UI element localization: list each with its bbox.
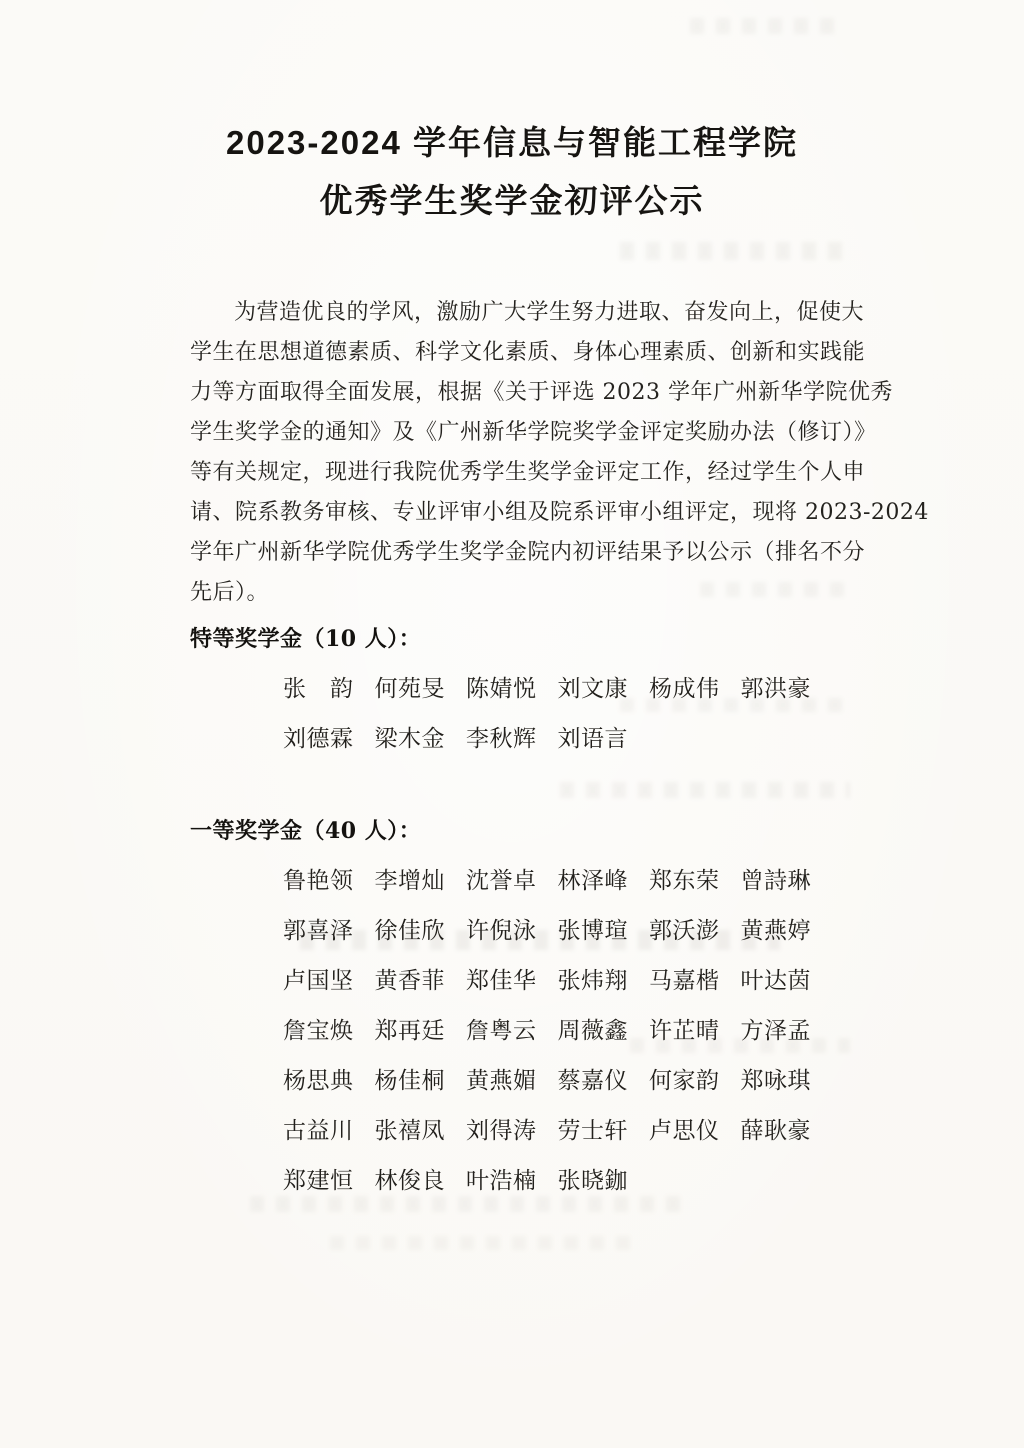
document-title-line-1: 2023-2024 学年信息与智能工程学院: [226, 124, 798, 161]
student-name: 郑再廷: [374, 1018, 445, 1044]
student-name: 周薇鑫: [557, 1018, 628, 1044]
student-name: 张炜翔: [557, 968, 628, 994]
name-row: [190, 1066, 860, 1096]
scan-artifact: [250, 1196, 680, 1212]
student-name: 詹粤云: [466, 1018, 537, 1044]
student-name: 劳士轩: [557, 1118, 628, 1144]
student-name: 杨成伟: [649, 676, 720, 702]
student-name: 张晓鉫: [557, 1168, 628, 1194]
student-name: 黄香菲: [374, 968, 445, 994]
student-name: 李秋辉: [466, 726, 537, 752]
student-name: 叶浩楠: [466, 1168, 537, 1194]
student-name: 马嘉楷: [649, 968, 720, 994]
scholarship-sections: [190, 624, 860, 1196]
name-row: [190, 674, 860, 704]
paragraph-line: 请、院系教务审核、专业评审小组及院系评审小组评定，现将 2023-2024: [190, 500, 929, 525]
student-name: 叶达茵: [740, 968, 811, 994]
student-name: 杨佳桐: [374, 1068, 445, 1094]
student-name: 何家韵: [649, 1068, 720, 1094]
student-name: 林泽峰: [557, 868, 628, 894]
scholarship-section: [190, 624, 860, 754]
student-name: 杨思典: [283, 1068, 354, 1094]
section-heading: 特等奖学金（10 人）：: [190, 626, 422, 652]
name-row: [190, 1166, 860, 1196]
scan-artifact: [620, 242, 850, 260]
paragraph-line: 学年广州新华学院优秀学生奖学金院内初评结果予以公示（排名不分: [190, 540, 866, 565]
student-name: 方泽孟: [740, 1018, 811, 1044]
student-name: 林俊良: [374, 1168, 445, 1194]
name-row: [190, 1016, 860, 1046]
student-name: 刘语言: [557, 726, 628, 752]
scan-artifact: [690, 18, 840, 34]
document-title: [0, 124, 1024, 220]
student-name: 卢思仪: [649, 1118, 720, 1144]
student-name: 沈誉卓: [466, 868, 537, 894]
student-name: 徐佳欣: [374, 918, 445, 944]
student-name: 刘文康: [557, 676, 628, 702]
student-name: 郑佳华: [466, 968, 537, 994]
student-name: 梁木金: [374, 726, 445, 752]
document-title-line-2: 优秀学生奖学金初评公示: [319, 182, 705, 219]
student-name: 古益川: [283, 1118, 354, 1144]
student-name: 张博瑄: [557, 918, 628, 944]
student-name: 郭洪豪: [740, 676, 811, 702]
student-name: 詹宝焕: [283, 1018, 354, 1044]
student-name: 何苑旻: [374, 676, 445, 702]
student-name: 卢国坚: [283, 968, 354, 994]
student-name: 郭喜泽: [283, 918, 354, 944]
student-name: 蔡嘉仪: [557, 1068, 628, 1094]
name-row: [190, 1116, 860, 1146]
student-name: 郑咏琪: [740, 1068, 811, 1094]
scholarship-section: [190, 816, 860, 1196]
student-name: 郑建恒: [283, 1168, 354, 1194]
student-name: 张 韵: [283, 676, 354, 702]
paragraph-line: 学生奖学金的通知》及《广州新华学院奖学金评定奖励办法（修订）》: [190, 420, 877, 445]
student-name: 鲁艳领: [283, 868, 354, 894]
student-name: 刘德霖: [283, 726, 354, 752]
student-name: 张禧凤: [374, 1118, 445, 1144]
paragraph-line: 等有关规定，现进行我院优秀学生奖学金评定工作，经过学生个人申: [190, 460, 866, 485]
student-name: 刘得涛: [466, 1118, 537, 1144]
paragraph-line: 先后）。: [190, 580, 270, 605]
student-name: 黄燕婷: [740, 918, 811, 944]
student-name: 李增灿: [374, 868, 445, 894]
paragraph-line: 力等方面取得全面发展，根据《关于评选 2023 学年广州新华学院优秀: [190, 380, 893, 405]
scan-artifact: [330, 1236, 630, 1250]
student-name: 黄燕媚: [466, 1068, 537, 1094]
student-name: 郑东荣: [649, 868, 720, 894]
student-name: 郭沃澎: [649, 918, 720, 944]
student-name: 曾詩琳: [740, 868, 811, 894]
student-name: 薛耿豪: [740, 1118, 811, 1144]
student-name: 许芷晴: [649, 1018, 720, 1044]
intro-paragraph: [190, 293, 929, 613]
student-name: 陈婧悦: [466, 676, 537, 702]
name-row: [190, 966, 860, 996]
name-row: [190, 916, 860, 946]
name-row: [190, 724, 860, 754]
student-name: 许倪泳: [466, 918, 537, 944]
name-row: [190, 866, 860, 896]
section-heading: 一等奖学金（40 人）：: [190, 818, 422, 844]
paragraph-line: 为营造优良的学风，激励广大学生努力进取、奋发向上，促使大: [234, 300, 865, 325]
paragraph-line: 学生在思想道德素质、科学文化素质、身体心理素质、创新和实践能: [190, 340, 866, 365]
